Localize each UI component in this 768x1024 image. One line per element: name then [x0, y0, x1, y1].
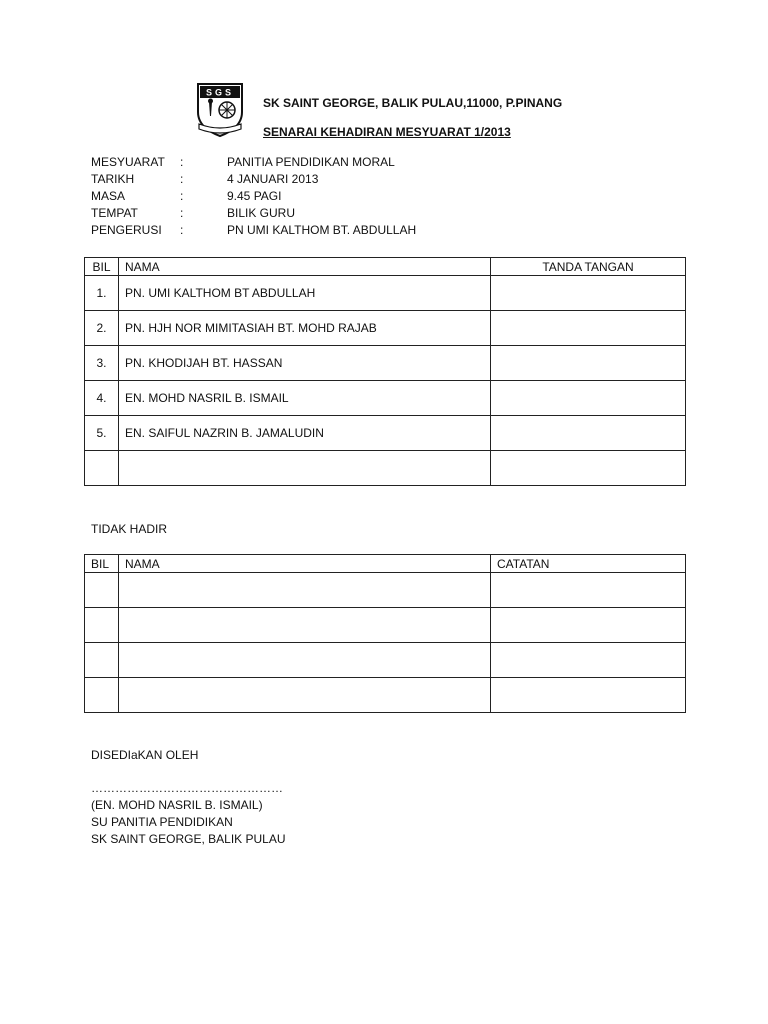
table-header-row: [85, 555, 686, 573]
info-key: PENGERUSI: [91, 223, 162, 237]
cell-catatan[interactable]: [491, 643, 686, 678]
table-row: [85, 451, 686, 486]
cell-nama[interactable]: [119, 678, 491, 713]
info-colon: :: [180, 155, 184, 169]
prepared-by-block: [91, 747, 286, 848]
info-value: 4 JANUARI 2013: [227, 172, 319, 186]
school-name: SK SAINT GEORGE, BALIK PULAU,11000, P.PINANG: [263, 96, 563, 110]
cell-bil: 2.: [85, 311, 119, 346]
cell-bil[interactable]: [85, 678, 119, 713]
cell-bil[interactable]: [85, 643, 119, 678]
info-value: PN UMI KALTHOM BT. ABDULLAH: [227, 223, 417, 237]
info-colon: :: [180, 223, 184, 237]
col-header-nama: NAMA: [119, 555, 491, 573]
preparer-role: SU PANITIA PENDIDIKAN: [91, 815, 233, 829]
table-row: [85, 416, 686, 451]
table-row: [85, 608, 686, 643]
cell-bil[interactable]: [85, 608, 119, 643]
school-crest-logo: [193, 82, 247, 138]
cell-nama: PN. KHODIJAH BT. HASSAN: [119, 346, 491, 381]
spacer: [91, 764, 286, 780]
cell-bil: 4.: [85, 381, 119, 416]
preparer-school: SK SAINT GEORGE, BALIK PULAU: [91, 832, 286, 846]
absent-table: [84, 554, 686, 713]
info-key: MASA: [91, 189, 126, 203]
info-colon: :: [180, 189, 184, 203]
cell-catatan[interactable]: [491, 573, 686, 608]
cell-bil: 3.: [85, 346, 119, 381]
col-header-bil: BIL: [85, 555, 119, 573]
cell-nama: EN. MOHD NASRIL B. ISMAIL: [119, 381, 491, 416]
cell-bil[interactable]: [85, 573, 119, 608]
table-row: [85, 346, 686, 381]
cell-nama[interactable]: [119, 608, 491, 643]
cell-signature[interactable]: [491, 311, 686, 346]
cell-bil: 5.: [85, 416, 119, 451]
col-header-tanda-tangan: TANDA TANGAN: [491, 258, 686, 276]
table-row: [85, 573, 686, 608]
col-header-nama: NAMA: [119, 258, 491, 276]
info-key: TEMPAT: [91, 206, 138, 220]
info-value: 9.45 PAGI: [227, 189, 282, 203]
cell-catatan[interactable]: [491, 608, 686, 643]
signature-dots: …………………………………………: [91, 781, 283, 795]
absent-section-label: TIDAK HADIR: [91, 522, 168, 536]
col-header-bil: BIL: [85, 258, 119, 276]
cell-signature[interactable]: [491, 276, 686, 311]
info-colon: :: [180, 206, 184, 220]
cell-nama[interactable]: [119, 643, 491, 678]
cell-signature[interactable]: [491, 451, 686, 486]
attendance-table: [84, 257, 686, 486]
table-row: [85, 678, 686, 713]
cell-nama[interactable]: [119, 573, 491, 608]
cell-nama: PN. HJH NOR MIMITASIAH BT. MOHD RAJAB: [119, 311, 491, 346]
cell-nama: EN. SAIFUL NAZRIN B. JAMALUDIN: [119, 416, 491, 451]
table-row: [85, 643, 686, 678]
cell-nama: [119, 451, 491, 486]
info-key: MESYUARAT: [91, 155, 165, 169]
table-row: [85, 381, 686, 416]
preparer-name: (EN. MOHD NASRIL B. ISMAIL): [91, 798, 263, 812]
cell-signature[interactable]: [491, 416, 686, 451]
cell-nama: PN. UMI KALTHOM BT ABDULLAH: [119, 276, 491, 311]
table-row: [85, 311, 686, 346]
table-header-row: [85, 258, 686, 276]
info-value: PANITIA PENDIDIKAN MORAL: [227, 155, 395, 169]
cell-signature[interactable]: [491, 381, 686, 416]
cell-bil: [85, 451, 119, 486]
table-row: [85, 276, 686, 311]
document-title: SENARAI KEHADIRAN MESYUARAT 1/2013: [263, 125, 511, 139]
cell-signature[interactable]: [491, 346, 686, 381]
cell-bil: 1.: [85, 276, 119, 311]
svg-text:SGS: SGS: [205, 87, 235, 98]
cell-catatan[interactable]: [491, 678, 686, 713]
col-header-catatan: CATATAN: [491, 555, 686, 573]
prepared-by-label: DISEDIaKAN OLEH: [91, 748, 199, 762]
info-colon: :: [180, 172, 184, 186]
info-key: TARIKH: [91, 172, 135, 186]
info-value: BILIK GURU: [227, 206, 296, 220]
